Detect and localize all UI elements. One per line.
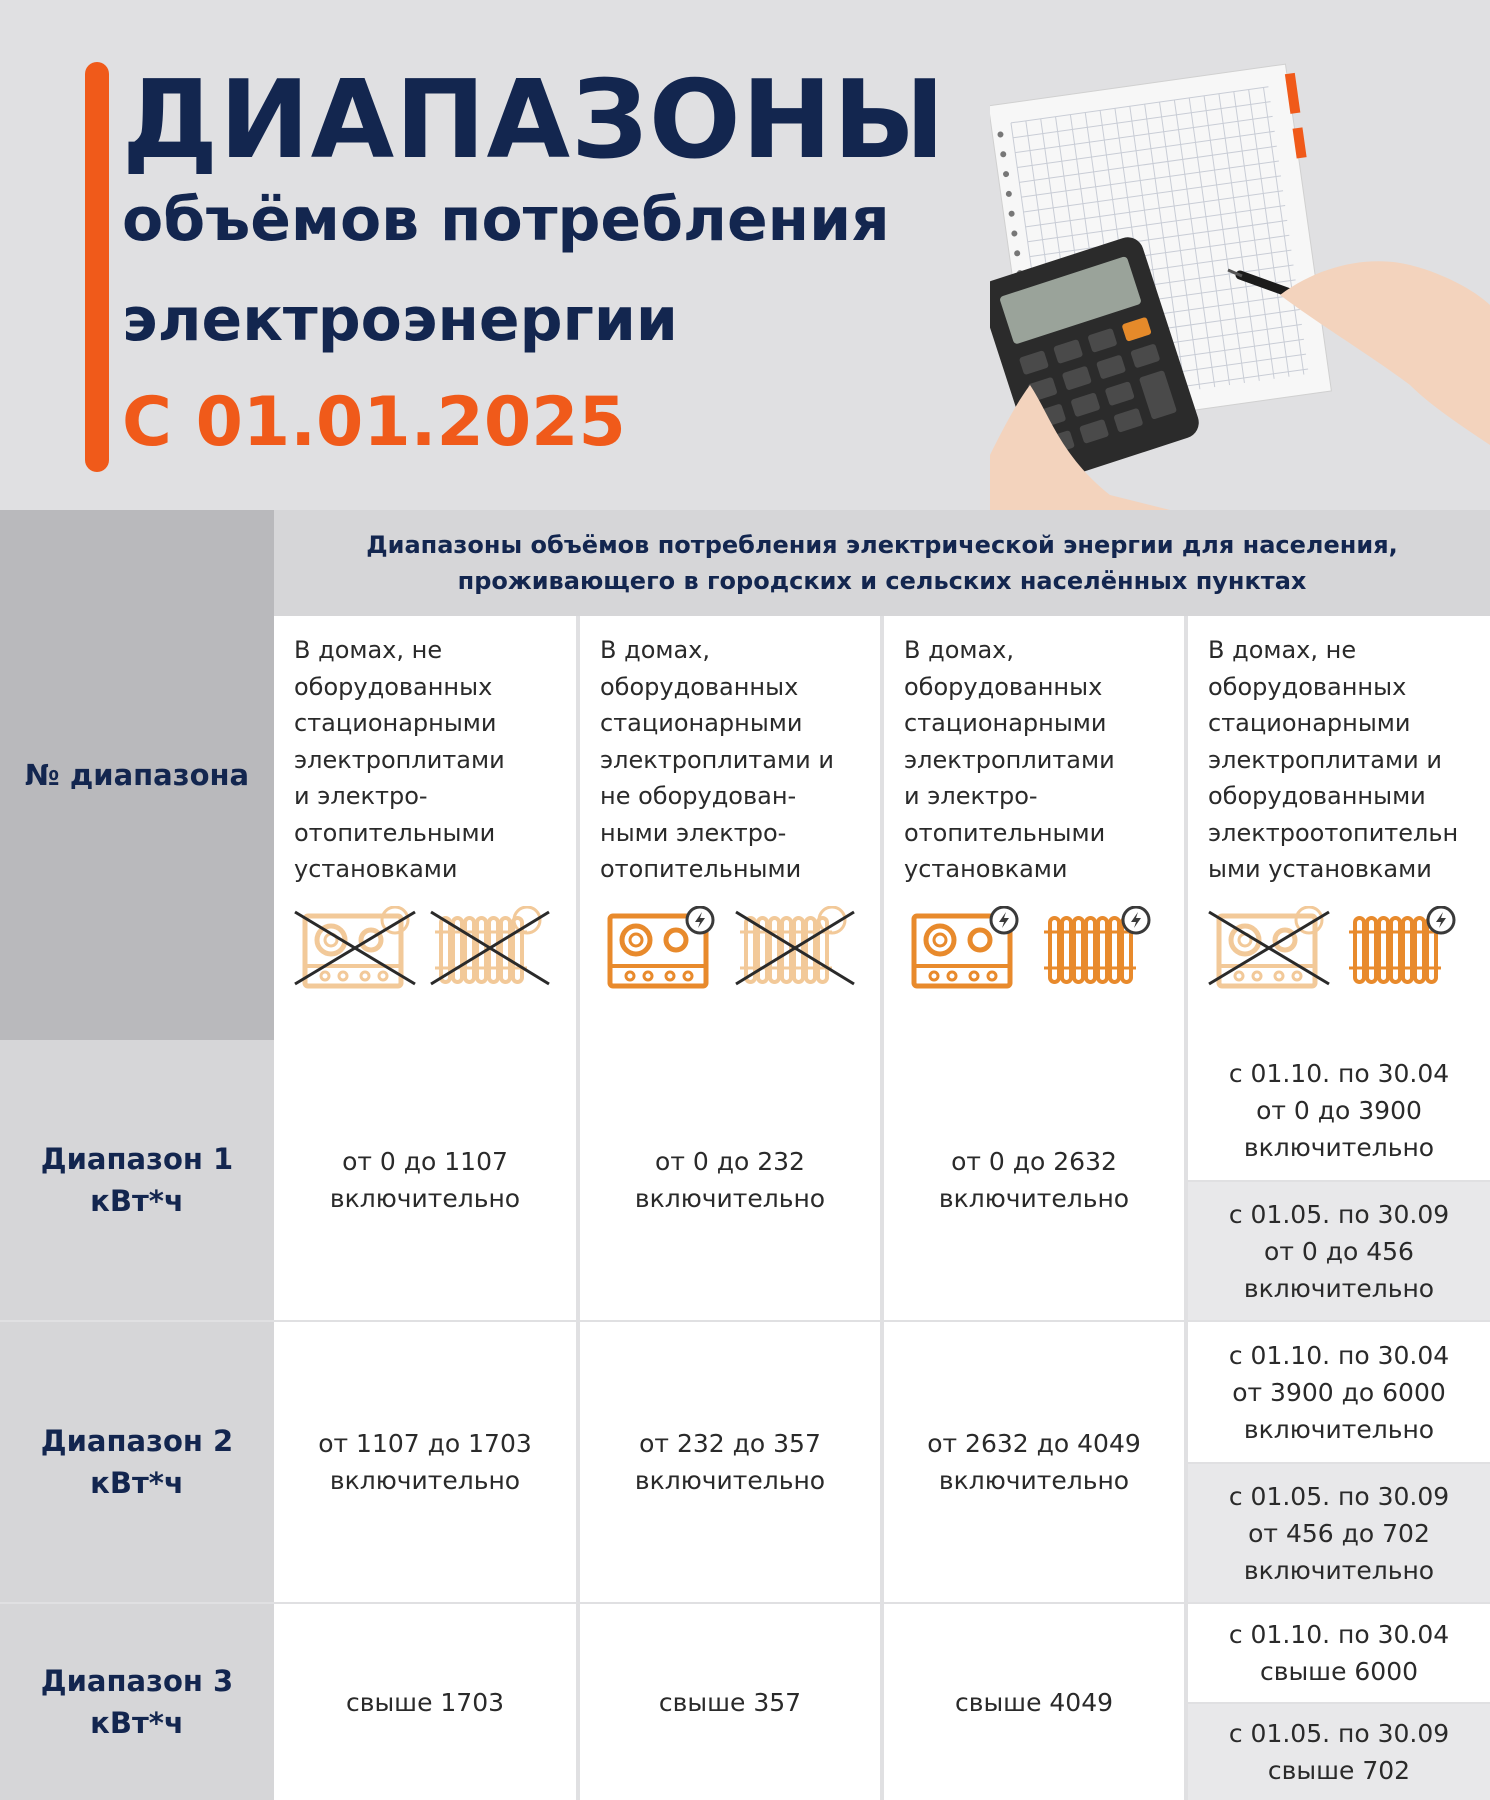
house-type-text-line: В домах, не <box>294 636 443 664</box>
house-type-text-line: ными электро- <box>600 818 787 847</box>
calculator-notepad-illustration <box>990 25 1490 510</box>
seasonal-value-text: включительно <box>1243 1414 1435 1444</box>
range-2-seasonal-summer <box>1188 1464 1490 1602</box>
house-type-text-line: стационарными <box>294 709 497 737</box>
consumption-ranges-table <box>0 510 1490 1800</box>
seasonal-value-text: включительно <box>1243 1273 1435 1303</box>
range-2-header <box>0 1322 274 1602</box>
house-type-text-line: ыми установками <box>1208 855 1432 883</box>
house-type-text-line: отопительными <box>294 818 496 847</box>
lightning-icon <box>991 907 1017 933</box>
seasonal-value-text: включительно <box>1243 1132 1435 1162</box>
cross-out-icon <box>295 912 415 984</box>
range-number-header <box>0 510 274 1040</box>
range-value-text: свыше 1703 <box>345 1687 505 1717</box>
range-2-seasonal-winter <box>1188 1322 1490 1462</box>
house-type-header-4 <box>1188 616 1490 1040</box>
range-1-seasonal-summer <box>1188 1182 1490 1320</box>
subtitle-line-2: электроэнергии <box>122 285 678 355</box>
house-type-text-line: оборудованных <box>1208 672 1407 701</box>
range-value-text: включительно <box>938 1466 1130 1495</box>
house-type-text-line: оборудованными <box>1208 782 1426 810</box>
range-3-value-col-3 <box>884 1604 1184 1800</box>
seasonal-value-text: с 01.10. по 30.04 <box>1228 1620 1450 1649</box>
range-1-value-col-3 <box>884 1040 1184 1320</box>
house-type-text-line: оборудованных <box>600 672 799 701</box>
range-name-label: Диапазон 2 <box>40 1424 234 1458</box>
range-value-text: включительно <box>938 1184 1130 1213</box>
range-value-text: от 2632 до 4049 <box>927 1429 1141 1458</box>
range-name-label: кВт*ч <box>90 1184 184 1218</box>
seasonal-value-text: свыше 6000 <box>1259 1657 1419 1686</box>
range-value-text: от 0 до 2632 <box>951 1147 1117 1176</box>
range-2-value-col-3 <box>884 1322 1184 1602</box>
range-1-value-col-1 <box>274 1040 576 1320</box>
range-value-text: от 0 до 1107 <box>342 1147 508 1176</box>
top-header-line-1: Диапазоны объёмов потребления электрической энергии для населения, <box>366 531 1398 559</box>
range-name-label: кВт*ч <box>90 1466 184 1500</box>
seasonal-value-text: от 0 до 3900 <box>1256 1095 1422 1125</box>
house-type-text-line: оборудованных <box>904 672 1103 701</box>
range-value-text: включительно <box>634 1184 826 1213</box>
range-1-seasonal-winter <box>1188 1040 1490 1180</box>
radiator-icon <box>1044 918 1136 982</box>
house-type-text-line: и электро- <box>294 782 428 810</box>
appliance-icons <box>274 906 576 996</box>
range-value-text: от 0 до 232 <box>655 1147 805 1176</box>
range-value-text: от 1107 до 1703 <box>318 1429 532 1458</box>
house-type-text-line: В домах, <box>600 636 711 664</box>
seasonal-value-text: с 01.10. по 30.04 <box>1228 1058 1450 1088</box>
seasonal-value-text: от 3900 до 6000 <box>1232 1377 1446 1407</box>
header <box>0 0 1490 510</box>
range-1-value-col-2 <box>580 1040 880 1320</box>
seasonal-value-text: от 456 до 702 <box>1248 1518 1430 1548</box>
range-value-text: включительно <box>634 1466 826 1495</box>
range-2-value-col-1 <box>274 1322 576 1602</box>
range-value-text: от 232 до 357 <box>639 1429 821 1458</box>
house-type-text-line: установками <box>294 855 458 883</box>
lightning-icon <box>1123 907 1149 933</box>
radiator-icon <box>1349 918 1441 982</box>
house-type-text-line: стационарными <box>904 709 1107 737</box>
house-type-text-line: электроплитами <box>904 745 1115 774</box>
range-2-value-col-2 <box>580 1322 880 1602</box>
cross-out-icon <box>1209 912 1329 984</box>
range-3-value-col-1 <box>274 1604 576 1800</box>
table-top-header <box>274 510 1490 616</box>
seasonal-value-text: с 01.05. по 30.09 <box>1228 1199 1450 1229</box>
range-3-header <box>0 1604 274 1800</box>
top-header-line-2: проживающего в городских и сельских населённых пунктах <box>457 567 1307 595</box>
range-1-header <box>0 1040 274 1320</box>
house-type-header-1 <box>274 616 576 1040</box>
seasonal-value-text: свыше 702 <box>1267 1756 1411 1785</box>
house-type-text-line: не оборудован- <box>600 782 797 810</box>
house-type-text-line: В домах, не <box>1208 636 1357 664</box>
house-type-header-2 <box>580 616 880 1040</box>
subtitle-line-1: объёмов потребления <box>122 185 890 255</box>
house-type-text-line: оборудованных <box>294 672 493 701</box>
page-title: ДИАПАЗОНЫ <box>122 58 946 183</box>
range-value-text: включительно <box>329 1466 521 1495</box>
seasonal-value-text: с 01.10. по 30.04 <box>1228 1340 1450 1370</box>
seasonal-value-text: с 01.05. по 30.09 <box>1228 1719 1450 1748</box>
range-name-label: кВт*ч <box>90 1706 184 1740</box>
house-type-text-line: стационарными <box>1208 709 1411 737</box>
house-type-text-line: отопительными <box>904 818 1106 847</box>
house-type-text-line: и электро- <box>904 782 1038 810</box>
house-type-text-line: электроплитами <box>294 745 505 774</box>
appliance-icons <box>884 906 1184 996</box>
house-type-header-3 <box>884 616 1184 1040</box>
range-3-seasonal-summer <box>1188 1704 1490 1800</box>
seasonal-value-text: включительно <box>1243 1555 1435 1585</box>
house-type-text-line: отопительными <box>600 855 802 883</box>
house-type-text-line: установками <box>904 855 1068 883</box>
house-type-text-line: электроплитами и <box>600 745 834 774</box>
lightning-icon <box>687 907 713 933</box>
range-value-text: включительно <box>329 1184 521 1213</box>
seasonal-value-text: от 0 до 456 <box>1264 1236 1414 1266</box>
effective-date: С 01.01.2025 <box>122 383 626 462</box>
appliance-icons <box>580 906 880 996</box>
seasonal-value-text: с 01.05. по 30.09 <box>1228 1481 1450 1511</box>
range-3-value-col-2 <box>580 1604 880 1800</box>
house-type-text-line: электроплитами и <box>1208 745 1442 774</box>
house-type-text-line: В домах, <box>904 636 1015 664</box>
range-number-header-label: № диапазона <box>24 758 250 792</box>
house-type-text-line: стационарными <box>600 709 803 737</box>
range-3-seasonal-winter <box>1188 1604 1490 1702</box>
range-name-label: Диапазон 3 <box>40 1664 234 1698</box>
range-value-text: свыше 4049 <box>954 1687 1114 1717</box>
range-value-text: свыше 357 <box>658 1687 802 1717</box>
lightning-icon <box>1428 907 1454 933</box>
appliance-icons <box>1188 906 1490 996</box>
range-name-label: Диапазон 1 <box>40 1142 234 1176</box>
house-type-text-line: электроотопительн <box>1208 818 1459 847</box>
accent-bar <box>85 62 109 472</box>
